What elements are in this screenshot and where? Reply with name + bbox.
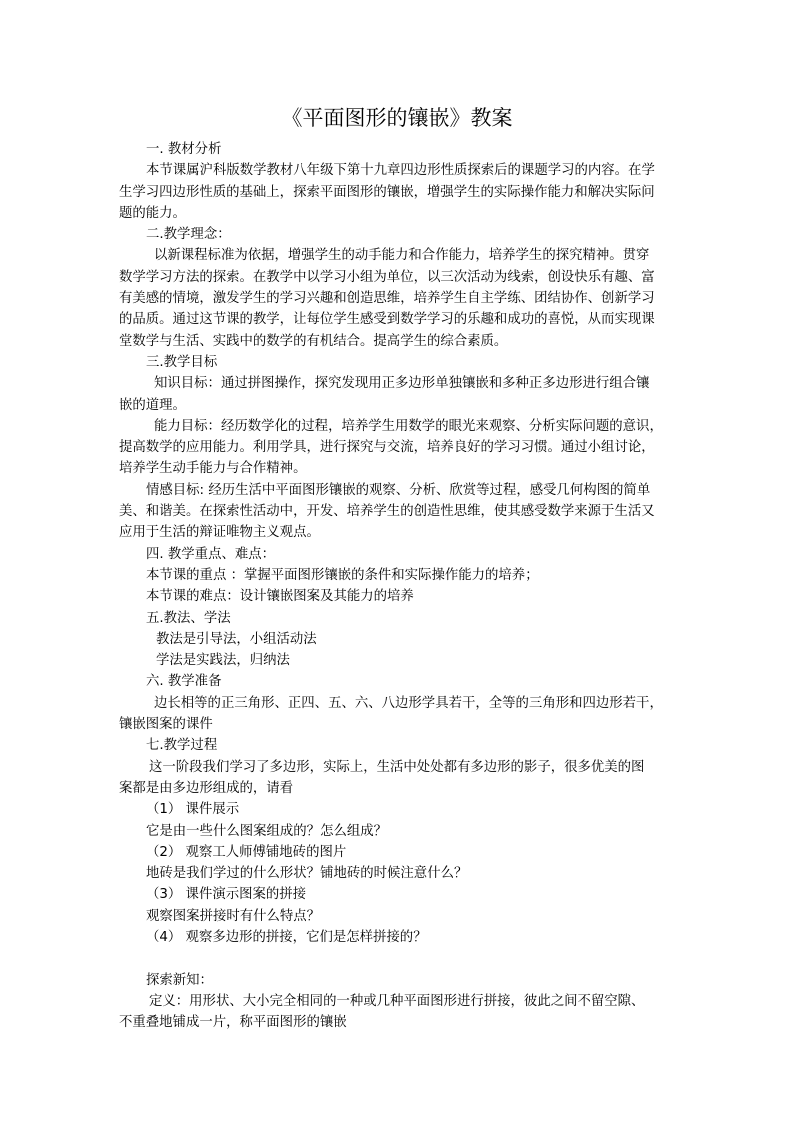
paragraph-line: 以新课程标准为依据，增强学生的动手能力和合作能力，培养学生的探究精神。贯穿 <box>154 248 650 264</box>
paragraph-line: 数学学习方法的探索。在教学中以学习小组为单位，以三次活动为线索，创设快乐有趣、富 <box>119 269 655 285</box>
section-heading: 一. 教材分析 <box>146 142 222 157</box>
paragraph-line: 堂数学与生活、实践中的数学的有机结合。提高学生的综合素质。 <box>119 333 508 349</box>
paragraph-line: 能力目标：经历数学化的过程，培养学生用数学的眼光来观察、分析实际问题的意识， <box>154 418 663 434</box>
paragraph-line: 案都是由多边形组成的，请看 <box>119 780 294 796</box>
section-heading: 四. 教学重点、难点： <box>146 546 276 562</box>
section-heading: 二.教学理念： <box>146 227 231 243</box>
paragraph-line: 镶嵌图案的课件 <box>119 717 213 733</box>
paragraph-line: 本节课属沪科版数学教材八年级下第十九章四边形性质探索后的课题学习的内容。在学 <box>146 163 655 179</box>
list-item: （1） 课件展示 <box>146 802 240 818</box>
paragraph-line: 本节课的难点：设计镶嵌图案及其能力的培养 <box>146 589 414 605</box>
paragraph-line: 定义：用形状、大小完全相同的一种或几种平面图形进行拼接，彼此之间不留空隙、 <box>149 993 645 1009</box>
paragraph-line: 它是由一些什么图案组成的？怎么组成？ <box>146 823 388 839</box>
paragraph-line: 的品质。通过这节课的教学，让每位学生感受到数学学习的乐趣和成功的喜悦，从而实现课 <box>119 312 655 328</box>
section-heading: 探索新知： <box>146 972 213 988</box>
section-heading: 七.教学过程 <box>146 738 218 754</box>
paragraph-line: 地砖是我们学过的什么形状？铺地砖的时候注意什么？ <box>146 866 468 882</box>
blank-line <box>119 948 685 969</box>
paragraph-line: 本节课的重点 ：掌握平面图形镶嵌的条件和实际操作能力的培养； <box>146 567 539 583</box>
paragraph-line: 不重叠地铺成一片，称平面图形的镶嵌 <box>119 1015 347 1031</box>
paragraph-line: 这一阶段我们学习了多边形，实际上，生活中处处都有多边形的影子，很多优美的图 <box>149 759 645 775</box>
section-heading: 六. 教学准备 <box>146 674 222 690</box>
list-item: （2） 观察工人师傅铺地砖的图片 <box>146 844 347 860</box>
paragraph-line: 有美感的情境，激发学生的学习兴趣和创造思维，培养学生自主学练、团结协作、创新学习 <box>119 291 655 307</box>
paragraph-line: 题的能力。 <box>119 205 186 221</box>
paragraph-line: 情感目标: 经历生活中平面图形镶嵌的观察、分析、欣赏等过程，感受几何构图的简单 <box>146 482 651 498</box>
section-heading: 三.教学目标 <box>146 354 218 370</box>
paragraph-line: 美、和谐美。在探索性活动中，开发、培养学生的创造性思维，使其感受数学来源于生活又 <box>119 504 655 520</box>
section-heading: 五.教法、学法 <box>146 610 231 626</box>
list-item: （3） 课件演示图案的拼接 <box>146 887 307 903</box>
list-item: （4） 观察多边形的拼接，它们是怎样拼接的？ <box>146 929 427 945</box>
document-body <box>119 139 685 1033</box>
paragraph-line: 培养学生动手能力与合作精神。 <box>119 461 307 477</box>
paragraph-line: 生学习四边形性质的基础上，探索平面图形的镶嵌，增强学生的实际操作能力和解决实际问 <box>119 184 655 200</box>
paragraph-line: 应用于生活的辩证唯物主义观点。 <box>119 525 320 541</box>
paragraph-line: 教法是引导法，小组活动法 <box>156 631 317 647</box>
paragraph-line: 提高数学的应用能力。利用学具，进行探究与交流，培养良好的学习习惯。通过小组讨论， <box>119 440 655 456</box>
paragraph-line: 学法是实践法，归纳法 <box>156 653 290 669</box>
document-title: 《平面图形的镶嵌》教案 <box>281 106 513 130</box>
paragraph-line: 知识目标：通过拼图操作，探究发现用正多边形单独镶嵌和多种正多边形进行组合镶 <box>154 376 650 392</box>
paragraph-line: 嵌的道理。 <box>119 397 186 413</box>
paragraph-line: 边长相等的正三角形、正四、五、六、八边形学具若干，全等的三角形和四边形若干， <box>154 695 663 711</box>
paragraph-line: 观察图案拼接时有什么特点？ <box>146 908 321 924</box>
